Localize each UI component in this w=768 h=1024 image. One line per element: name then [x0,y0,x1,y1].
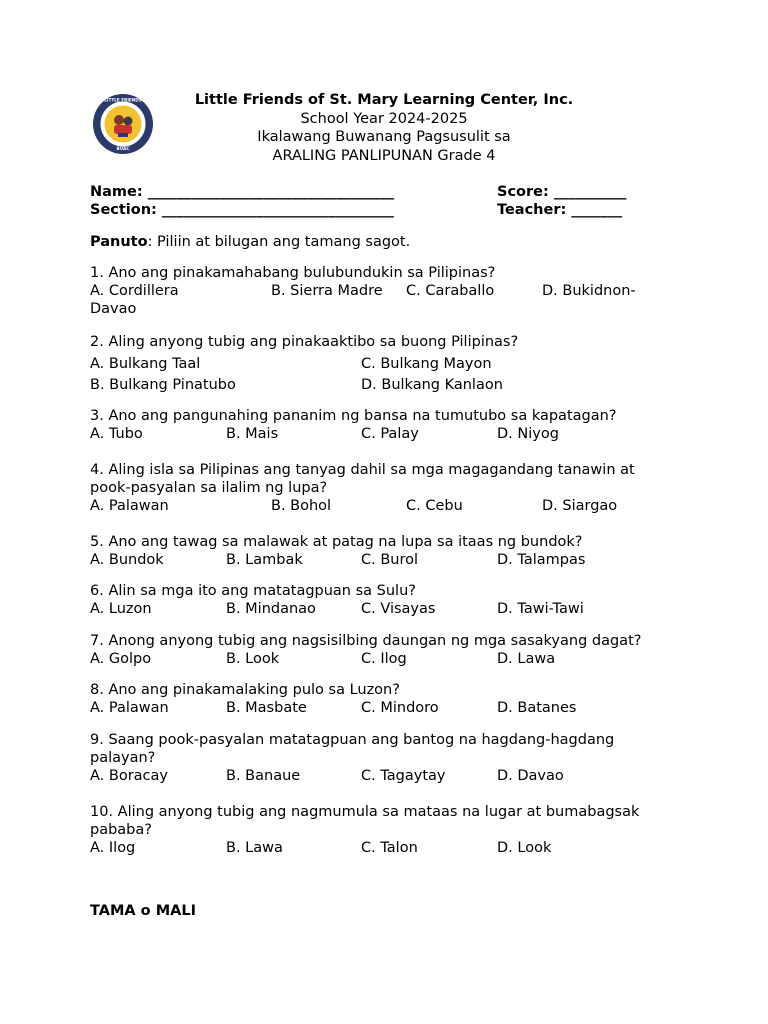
option-d-continued: Davao [90,301,137,317]
option-a[interactable]: A. Palawan [90,700,169,716]
section-field[interactable]: Section: ________________________________ [90,202,394,218]
option-c[interactable]: C. Visayas [361,601,436,617]
question-stem-continued: pook-pasyalan sa ilalim ng lupa? [90,480,328,496]
question-10 [90,803,690,857]
exam-title: Ikalawang Buwanang Pagsusulit sa [257,129,511,145]
question-stem: 4. Aling isla sa Pilipinas ang tanyag dahil sa mga magagandang tanawin at [90,462,635,478]
question-5 [90,533,690,569]
option-c[interactable]: C. Tagaytay [361,768,446,784]
question-stem: 1. Ano ang pinakamahabang bulubundukin sa Pilipinas? [90,265,496,281]
name-field[interactable]: Name: __________________________________ [90,184,395,200]
option-d[interactable]: D. Look [497,840,552,856]
option-d[interactable]: D. Niyog [497,426,559,442]
question-2 [90,333,690,394]
option-d[interactable]: D. Lawa [497,651,556,667]
option-c[interactable]: C. Ilog [361,651,407,667]
question-6 [90,582,690,618]
school-year: School Year 2024-2025 [300,110,468,127]
question-stem: 9. Saang pook-pasyalan matatagpuan ang bantog na hagdang-hagdang [90,732,615,748]
instruction-text: : Piliin at bilugan ang tamang sagot. [147,234,411,250]
question-4 [90,461,690,515]
question-8 [90,681,690,717]
option-c[interactable]: C. Cebu [406,498,463,514]
option-d[interactable]: D. Siargao [542,498,618,514]
svg-text:·LITTLE FRIENDS·: ·LITTLE FRIENDS· [102,97,144,103]
option-d[interactable]: D. Batanes [497,700,577,716]
question-3 [90,407,690,443]
option-d[interactable]: D. Talampas [497,552,586,568]
svg-text:BOAC: BOAC [116,146,130,151]
option-d[interactable]: D. Bulkang Kanlaon [361,377,503,393]
question-stem: 10. Aling anyong tubig ang nagmumula sa mataas na lugar at bumabagsak [90,804,640,820]
question-9 [90,731,690,785]
instruction [90,233,410,251]
question-stem: 6. Alin sa mga ito ang matatagpuan sa Sulu? [90,583,416,599]
option-a[interactable]: A. Cordillera [90,283,179,299]
option-a[interactable]: A. Golpo [90,651,152,667]
question-stem: 7. Anong anyong tubig ang nagsisilbing daungan ng mga sasakyang dagat? [90,633,642,649]
option-a[interactable]: A. Luzon [90,601,152,617]
option-a[interactable]: A. Palawan [90,498,169,514]
option-a[interactable]: A. Bulkang Taal [90,356,201,372]
option-d[interactable]: D. Davao [497,768,564,784]
option-c[interactable]: C. Burol [361,552,419,568]
question-stem: 5. Ano ang tawag sa malawak at patag na lupa sa itaas ng bundok? [90,534,583,550]
option-c[interactable]: C. Talon [361,840,418,856]
option-b[interactable]: B. Sierra Madre [271,283,383,299]
option-b[interactable]: B. Mais [226,426,279,442]
option-b[interactable]: B. Bulkang Pinatubo [90,377,236,393]
question-stem-continued: palayan? [90,750,156,766]
question-stem-continued: pababa? [90,822,152,838]
section-title-tama-o-mali: TAMA o MALI [90,903,196,919]
option-b[interactable]: B. Banaue [226,768,301,784]
option-a[interactable]: A. Bundok [90,552,164,568]
option-a[interactable]: A. Tubo [90,426,143,442]
option-b[interactable]: B. Look [226,651,280,667]
option-b[interactable]: B. Lawa [226,840,283,856]
option-b[interactable]: B. Mindanao [226,601,316,617]
question-stem: 3. Ano ang pangunahing pananim ng bansa na tumutubo sa kapatagan? [90,408,617,424]
option-c[interactable]: C. Mindoro [361,700,439,716]
instruction-label: Panuto [90,234,148,250]
question-1 [90,264,690,318]
teacher-field[interactable]: Teacher: _______ [497,202,623,218]
option-b[interactable]: B. Lambak [226,552,303,568]
info-row-section [90,201,650,219]
option-c[interactable]: C. Bulkang Mayon [361,356,492,372]
score-field[interactable]: Score: __________ [497,184,627,200]
option-b[interactable]: B. Bohol [271,498,332,514]
info-row-name [90,183,650,201]
option-a[interactable]: A. Ilog [90,840,136,856]
option-b[interactable]: B. Masbate [226,700,307,716]
option-c[interactable]: C. Caraballo [406,283,495,299]
option-d[interactable]: D. Tawi-Tawi [497,601,584,617]
option-a[interactable]: A. Boracay [90,768,168,784]
question-stem: 2. Aling anyong tubig ang pinakaaktibo sa buong Pilipinas? [90,334,519,350]
school-name: Little Friends of St. Mary Learning Center, Inc. [194,92,574,108]
option-d[interactable]: D. Bukidnon- [542,283,636,299]
option-c[interactable]: C. Palay [361,426,419,442]
subject-title: ARALING PANLIPUNAN Grade 4 [272,147,496,164]
question-7 [90,632,690,668]
question-stem: 8. Ano ang pinakamalaking pulo sa Luzon? [90,682,400,698]
document-header [90,91,678,165]
